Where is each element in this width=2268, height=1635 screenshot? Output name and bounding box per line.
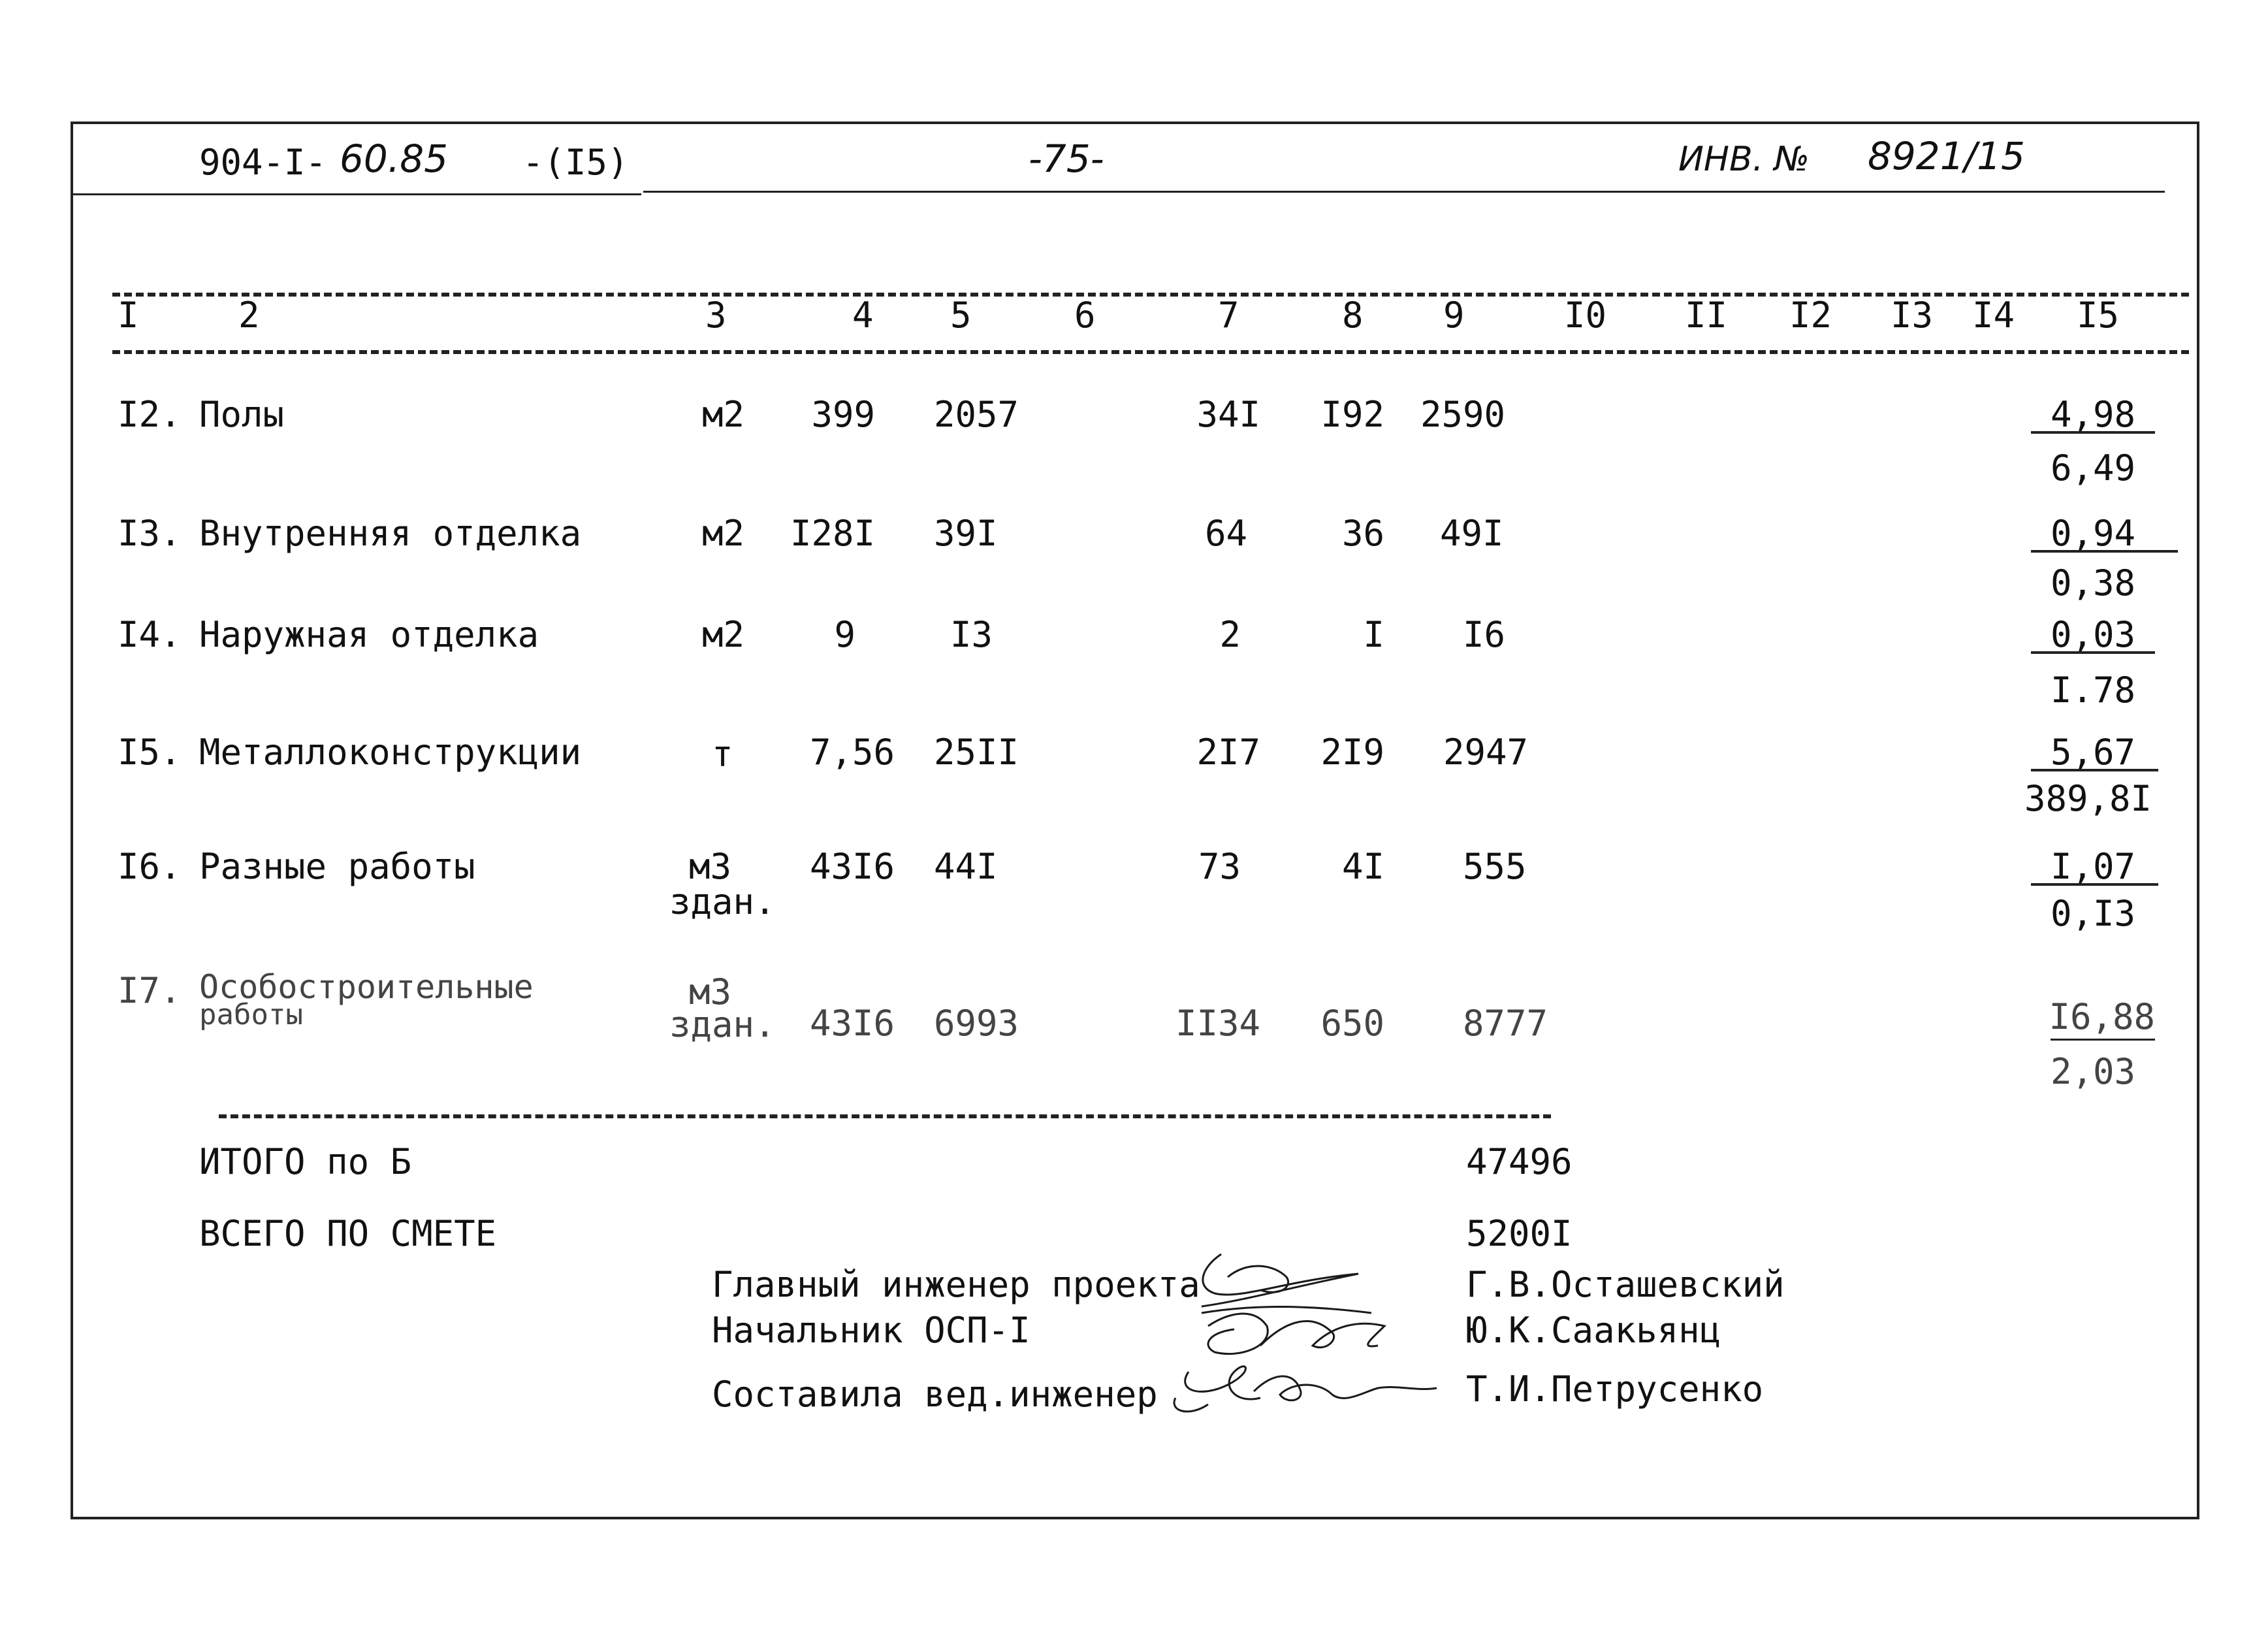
row-name: Металлоконструкции — [199, 732, 582, 773]
row-col15-top: 0,94 — [2050, 513, 2135, 554]
inventory-value: 8921/15 — [1868, 134, 2025, 178]
row-col15-top: 0,03 — [2050, 614, 2135, 655]
signer-role: Начальник ОСП-I — [712, 1310, 1030, 1351]
row-col9: 2947 — [1443, 732, 1529, 773]
row-name: Полы — [199, 394, 285, 435]
col-header-11: II — [1685, 295, 1728, 336]
col-header-14: I4 — [1972, 295, 2015, 336]
row-col4: 43I6 — [809, 1003, 895, 1044]
row-col8: 650 — [1320, 1003, 1384, 1044]
page-number: -75- — [1029, 137, 1104, 181]
row-col7: 2 — [1219, 614, 1241, 655]
vsego-label: ВСЕГО ПО СМЕТЕ — [199, 1213, 497, 1254]
row-col15-top: I,07 — [2050, 846, 2135, 887]
row-number: I4. — [118, 614, 182, 655]
row-col8: 36 — [1341, 513, 1384, 554]
row-unit-secondary: здан. — [669, 1004, 776, 1045]
row-col9: 2590 — [1420, 394, 1506, 435]
col-header-8: 8 — [1342, 295, 1364, 336]
row-col15-top: 4,98 — [2050, 394, 2135, 435]
signer-role: Главный инженер проекта — [712, 1264, 1200, 1305]
doc-code-handwritten: 60.85 — [340, 137, 449, 181]
row-col7: II34 — [1175, 1003, 1260, 1044]
col-header-10: I0 — [1564, 295, 1607, 336]
row-col15-bottom: 2,03 — [2050, 1051, 2135, 1092]
row-name: Наружная отделка — [199, 614, 539, 655]
row-col4: I28I — [790, 513, 875, 554]
row-col15-bottom: I.78 — [2050, 670, 2135, 711]
column-header-top-rule — [112, 293, 2189, 297]
row-col7: 64 — [1204, 513, 1247, 554]
row-col5: 39I — [934, 513, 998, 554]
row-unit: м2 — [702, 394, 745, 435]
row-name-secondary: работы — [199, 998, 303, 1031]
fraction-line — [2031, 769, 2158, 771]
row-name: Особостроительные — [199, 968, 534, 1006]
row-number: I7. — [118, 970, 182, 1011]
row-number: I6. — [118, 846, 182, 887]
signer-role: Составила вед.инженер — [712, 1374, 1158, 1415]
col-header-15: I5 — [2077, 295, 2120, 336]
signer-name: Г.В.Осташевский — [1466, 1264, 1785, 1305]
row-col8: I92 — [1320, 394, 1384, 435]
row-col9: 555 — [1463, 846, 1527, 887]
header-underline-left — [73, 193, 641, 195]
row-col4: 9 — [834, 614, 855, 655]
col-header-5: 5 — [950, 295, 972, 336]
row-unit: м2 — [702, 614, 745, 655]
row-col5: 44I — [934, 846, 998, 887]
row-col9: I6 — [1463, 614, 1506, 655]
row-name: Внутренняя отделка — [199, 513, 582, 554]
document-frame — [71, 121, 2199, 1519]
row-col8: 2I9 — [1320, 732, 1384, 773]
row-col8: 4I — [1341, 846, 1384, 887]
fraction-line — [2031, 883, 2158, 886]
row-col8: I — [1363, 614, 1384, 655]
row-unit: м3 — [689, 846, 732, 887]
row-col15-top: I6,88 — [2049, 996, 2155, 1037]
signer-name: Т.И.Петрусенко — [1466, 1368, 1764, 1410]
row-col9: 49I — [1440, 513, 1504, 554]
totals-divider — [219, 1114, 1551, 1118]
inventory-label: ИНВ. № — [1678, 140, 1810, 179]
row-col15-bottom: 6,49 — [2050, 447, 2135, 489]
header-underline-right — [643, 191, 2165, 193]
fraction-line — [2031, 550, 2178, 553]
row-col5: 25II — [934, 732, 1019, 773]
col-header-1: I — [118, 295, 139, 336]
row-col15-bottom: 0,38 — [2050, 562, 2135, 604]
row-unit: м2 — [702, 513, 745, 554]
row-col4: 7,56 — [809, 732, 895, 773]
itogo-value: 47496 — [1466, 1141, 1573, 1182]
row-number: I5. — [118, 732, 182, 773]
row-number: I3. — [118, 513, 182, 554]
column-header-bottom-rule — [112, 350, 2189, 354]
signer-name: Ю.К.Саакьянц — [1466, 1310, 1721, 1351]
row-unit-secondary: здан. — [669, 881, 776, 922]
fraction-line — [2031, 431, 2155, 434]
doc-code-suffix: -(I5) — [522, 142, 629, 183]
row-name: Разные работы — [199, 846, 475, 887]
row-col7: 2I7 — [1196, 732, 1260, 773]
col-header-13: I3 — [1891, 295, 1934, 336]
row-col15-top: 5,67 — [2050, 732, 2135, 773]
row-col15-bottom: 389,8I — [2024, 778, 2152, 819]
col-header-3: 3 — [705, 295, 727, 336]
row-col7: 34I — [1196, 394, 1260, 435]
fraction-line — [2051, 1039, 2155, 1041]
vsego-value: 5200I — [1466, 1213, 1573, 1254]
row-col5: 2057 — [934, 394, 1019, 435]
handwritten-signatures-graphic — [1162, 1241, 1463, 1417]
col-header-9: 9 — [1443, 295, 1465, 336]
row-col15-bottom: 0,I3 — [2050, 893, 2135, 934]
col-header-4: 4 — [852, 295, 874, 336]
col-header-6: 6 — [1074, 295, 1096, 336]
row-col4: 43I6 — [809, 846, 895, 887]
doc-code-prefix: 904-I- — [199, 142, 327, 183]
col-header-12: I2 — [1789, 295, 1832, 336]
itogo-label: ИТОГО по Б — [199, 1141, 412, 1182]
col-header-2: 2 — [238, 295, 260, 336]
row-col9: 8777 — [1463, 1003, 1548, 1044]
col-header-7: 7 — [1218, 295, 1239, 336]
row-number: I2. — [118, 394, 182, 435]
fraction-line — [2031, 651, 2155, 654]
row-col5: I3 — [950, 614, 993, 655]
row-unit: т — [712, 734, 733, 775]
row-unit: м3 — [689, 971, 732, 1012]
row-col7: 73 — [1198, 846, 1241, 887]
row-col4: 399 — [811, 394, 875, 435]
row-col5: 6993 — [934, 1003, 1019, 1044]
